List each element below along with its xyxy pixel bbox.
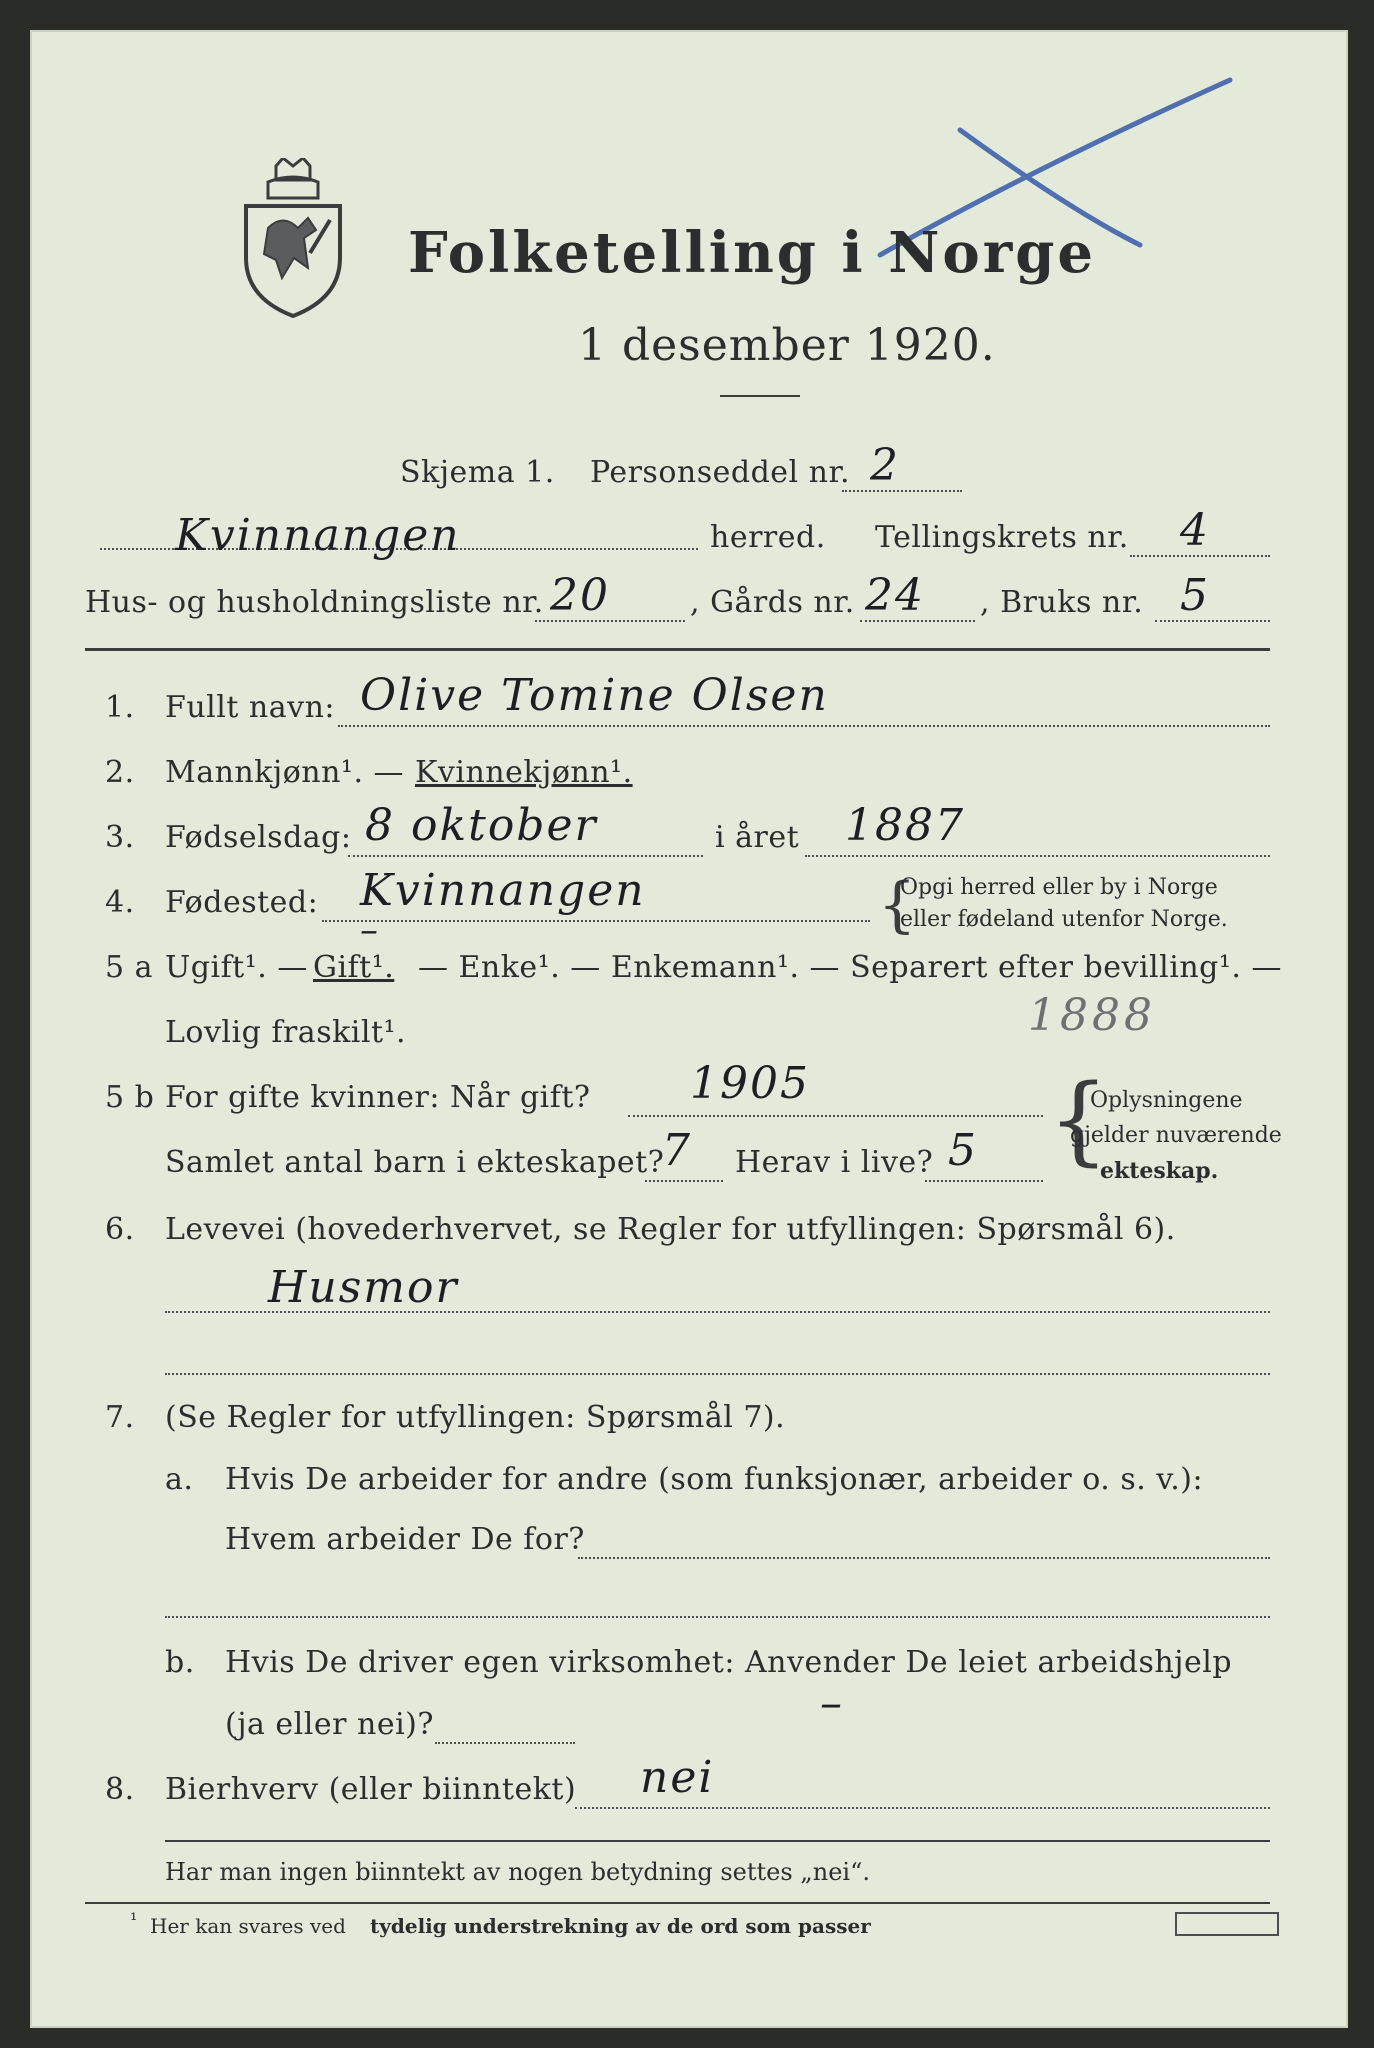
q5b-number: 5 b: [105, 1080, 155, 1115]
q7a-line-extra: [165, 1616, 1270, 1618]
gards-value[interactable]: 24: [865, 570, 925, 621]
q4-note-1: Opgi herred eller by i Norge: [900, 875, 1218, 900]
q5b-alive-value[interactable]: 5: [948, 1125, 978, 1176]
q4-label: Fødested:: [165, 885, 319, 920]
q3-year-value[interactable]: 1887: [845, 800, 965, 851]
q5a-margin-note: 1888: [1028, 990, 1156, 1041]
q1-label: Fullt navn:: [165, 690, 336, 725]
q8-line: [575, 1807, 1270, 1809]
q5a-ugift: Ugift¹. —: [165, 950, 308, 985]
q5a-line2: Lovlig fraskilt¹.: [165, 1015, 407, 1050]
gards-label: , Gårds nr.: [690, 585, 855, 620]
hus-label: Hus- og husholdningsliste nr.: [85, 585, 544, 620]
q7a-label: Hvis De arbeider for andre (som funksjonær, arbeider o. s. v.):: [225, 1462, 1204, 1497]
q4-note-2: eller fødeland utenfor Norge.: [900, 907, 1228, 932]
footnote-number: ¹: [130, 1910, 138, 1931]
q7a-line: [578, 1557, 1270, 1559]
footnote-divider: [85, 1902, 1270, 1904]
census-date: 1 desember 1920.: [578, 320, 996, 371]
q2-label-female[interactable]: Kvinnekjønn¹.: [415, 755, 633, 790]
q4-value[interactable]: Kvinnangen: [360, 865, 646, 916]
q2-number: 2.: [105, 755, 135, 790]
q5b-brace: {: [1048, 1064, 1110, 1176]
q5b-alive-line: [925, 1180, 1043, 1182]
q7b-letter: b.: [165, 1645, 195, 1680]
q3-line: [348, 855, 703, 857]
q1-number: 1.: [105, 690, 135, 725]
q6-line-2: [165, 1373, 1270, 1375]
footnote-emphasis: tydelig understrekning av de ord som passer: [370, 1914, 871, 1938]
bruks-value[interactable]: 5: [1180, 570, 1210, 621]
q5b-alive-label: Herav i live?: [735, 1145, 934, 1180]
q7b-label: Hvis De driver egen virksomhet: Anvender De leiet arbeidshjelp: [225, 1645, 1233, 1680]
q5b-note-2: gjelder nuværende: [1070, 1123, 1282, 1148]
q5a-mark: –: [360, 910, 380, 951]
census-form: [30, 30, 1348, 2028]
q5b-note-1: Oplysningene: [1090, 1088, 1243, 1113]
personseddel-value[interactable]: 2: [870, 440, 900, 491]
personseddel-line: [842, 490, 962, 492]
q6-label: Levevei (hovederhvervet, se Regler for utfyllingen: Spørsmål 6).: [165, 1212, 1176, 1247]
q6-line-1: [165, 1311, 1270, 1313]
q5b-value[interactable]: 1905: [690, 1058, 810, 1109]
q3-number: 3.: [105, 820, 135, 855]
q7b-line2: (ja eller nei)?: [225, 1707, 434, 1742]
q7b-value[interactable]: –: [820, 1678, 844, 1729]
q8-label: Bierhverv (eller biinntekt): [165, 1772, 577, 1807]
q1-line: [338, 725, 1270, 727]
q5a-gift[interactable]: Gift¹.: [313, 950, 395, 985]
hus-value[interactable]: 20: [550, 570, 610, 621]
coat-of-arms-icon: [238, 158, 348, 318]
q7a-line2: Hvem arbeider De for?: [225, 1522, 585, 1557]
q1-value[interactable]: Olive Tomine Olsen: [360, 670, 829, 721]
q5b-line: [628, 1115, 1043, 1117]
q7a-letter: a.: [165, 1462, 194, 1497]
q5b-children-value[interactable]: 7: [662, 1125, 692, 1176]
schema-label: Skjema 1.: [400, 455, 555, 490]
q3-year-line: [805, 855, 1270, 857]
q7-label: (Se Regler for utfyllingen: Spørsmål 7).: [165, 1400, 786, 1435]
q5b-children-label: Samlet antal barn i ekteskapet?: [165, 1145, 665, 1180]
personseddel-label: Personseddel nr.: [590, 455, 851, 490]
q7-number: 7.: [105, 1400, 135, 1435]
footnote-text: Her kan svares ved: [150, 1914, 346, 1938]
printer-stamp: [1175, 1912, 1279, 1936]
q5a-number: 5 a: [105, 950, 154, 985]
tellingskrets-value[interactable]: 4: [1180, 505, 1210, 556]
header-divider: [85, 648, 1270, 651]
bruks-label: , Bruks nr.: [980, 585, 1144, 620]
title-divider: [720, 395, 800, 397]
q6-number: 6.: [105, 1212, 135, 1247]
q8-value[interactable]: nei: [640, 1752, 715, 1803]
q3-year-label: i året: [715, 820, 800, 855]
q5a-rest: — Enke¹. — Enkemann¹. — Separert efter bevilling¹. —: [418, 950, 1282, 985]
q2-label-male: Mannkjønn¹. —: [165, 755, 405, 790]
bruks-line: [1155, 620, 1270, 622]
q6-value[interactable]: Husmor: [268, 1262, 459, 1313]
q5b-note-3: ekteskap.: [1100, 1158, 1219, 1184]
tellingskrets-label: Tellingskrets nr.: [875, 520, 1129, 555]
q4-brace: {: [878, 870, 917, 940]
q4-line: [322, 920, 870, 922]
q5b-label: For gifte kvinner: Når gift?: [165, 1080, 591, 1115]
herred-value[interactable]: Kvinnangen: [175, 510, 461, 561]
q7b-line: [435, 1742, 575, 1744]
q4-number: 4.: [105, 885, 135, 920]
footer-note: Har man ingen biinntekt av nogen betydning settes „nei“.: [165, 1858, 870, 1886]
q3-label: Fødselsdag:: [165, 820, 352, 855]
q3-value[interactable]: 8 oktober: [365, 800, 598, 851]
q8-number: 8.: [105, 1772, 135, 1807]
herred-label: herred.: [710, 520, 826, 555]
footer-divider: [165, 1840, 1270, 1842]
form-title: Folketelling i Norge: [408, 220, 1097, 286]
q5b-children-line: [645, 1180, 723, 1182]
